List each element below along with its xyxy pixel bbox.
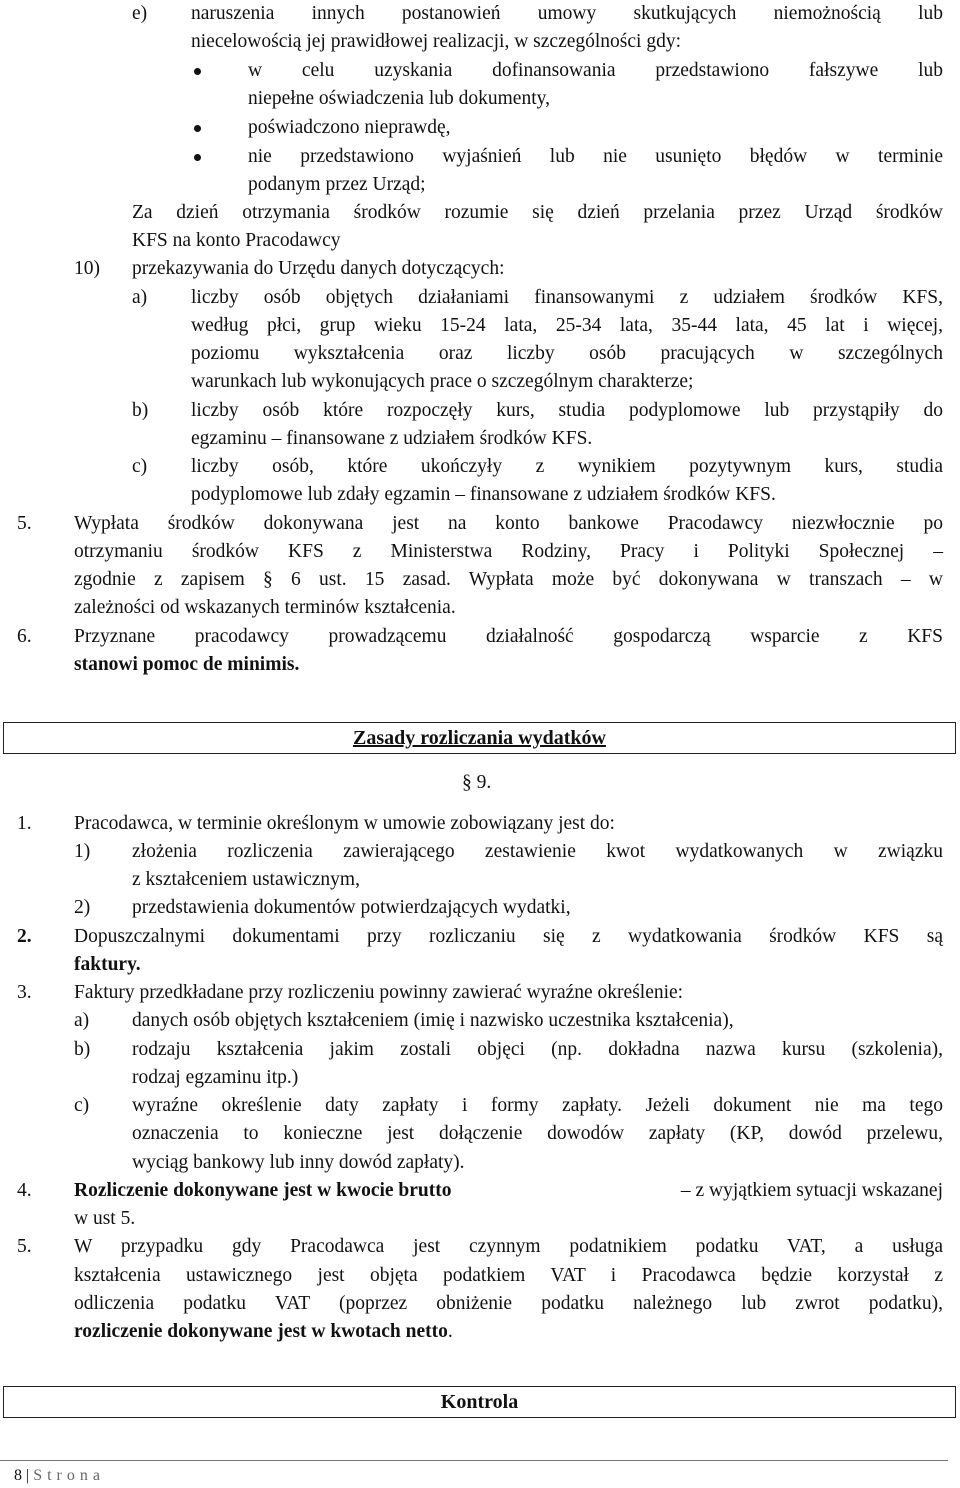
s9-item-3-c-line-3: wyciąg bankowy lub inny dowód zapłaty). xyxy=(132,1152,465,1173)
footer-page-label: Strona xyxy=(33,1467,105,1484)
s9-item-5-line-3: odliczenia podatku VAT (poprzez obniżenie podatku należnego lub zwrot podatku), xyxy=(74,1293,943,1314)
footer-separator: | xyxy=(26,1467,30,1484)
point-e-line-2: niecelowością jej prawidłowej realizacji, w szczególności gdy: xyxy=(191,31,682,52)
page-number: 8 xyxy=(14,1467,22,1484)
bullet-icon xyxy=(194,68,201,75)
s9-item-4-bold: Rozliczenie dokonywane jest w kwocie brutto xyxy=(74,1180,452,1201)
s9-item-3-a-text: danych osób objętych kształceniem (imię i nazwisko uczestnika kształcenia), xyxy=(132,1010,734,1031)
s9-item-3-b-marker: b) xyxy=(74,1039,91,1060)
item-5-line-3: zgodnie z zapisem § 6 ust. 15 zasad. Wypłata może być dokonywana w transzach – w xyxy=(74,569,943,590)
bullet-3-line-2: podanym przez Urząd; xyxy=(248,174,426,195)
s9-item-3-c-line-1: wyraźne określenie daty zapłaty i formy zapłaty. Jeżeli dokument nie ma tego xyxy=(132,1095,943,1116)
point-e-line-1: naruszenia innych postanowień umowy skutkujących niemożnością lub xyxy=(191,3,943,24)
section-9-header xyxy=(3,722,956,754)
note-line-2: KFS na konto Pracodawcy xyxy=(132,230,341,251)
s9-item-1-sub-1-marker: 1) xyxy=(74,841,91,862)
bullet-2-line-1: poświadczono nieprawdę, xyxy=(248,117,451,138)
s9-item-1-sub-2-text: przedstawienia dokumentów potwierdzających wydatki, xyxy=(132,897,571,918)
item-10-text: przekazywania do Urzędu danych dotyczących: xyxy=(132,258,505,279)
section-9-title: Zasady rozliczania wydatków xyxy=(353,727,606,749)
item-6-marker: 6. xyxy=(17,626,32,647)
item-5-line-1: Wypłata środków dokonywana jest na konto bankowe Pracodawcy niezwłocznie po xyxy=(74,513,943,534)
s9-item-3-text: Faktury przedkładane przy rozliczeniu powinny zawierać wyraźne określenie: xyxy=(74,982,684,1003)
bullet-icon xyxy=(194,154,201,161)
item-10-a-line-3: poziomu wykształcenia oraz liczby osób pracujących w szczególnych xyxy=(191,343,943,364)
s9-item-5-line-4 xyxy=(74,1318,453,1346)
bullet-3-line-1: nie przedstawiono wyjaśnień lub nie usunięto błędów w terminie xyxy=(248,146,943,167)
bullet-1-line-2: niepełne oświadczenia lub dokumenty, xyxy=(248,88,550,109)
s9-item-3-c-line-2: oznaczenia to konieczne jest dołączenie dowodów zapłaty (KP, dowód przelewu, xyxy=(132,1123,943,1144)
item-10-a-line-2: według płci, grup wieku 15-24 lata, 25-34 lata, 35-44 lata, 45 lat i więcej, xyxy=(191,315,943,336)
item-10-c-line-1: liczby osób, które ukończyły z wynikiem pozytywnym kurs, studia xyxy=(191,456,943,477)
point-e-marker: e) xyxy=(132,3,148,24)
item-10-c-marker: c) xyxy=(132,456,148,477)
note-line-1: Za dzień otrzymania środków rozumie się dzień przelania przez Urząd środków xyxy=(132,202,943,223)
s9-item-1-sub-1-line-1: złożenia rozliczenia zawierającego zestawienie kwot wydatkowanych w związku xyxy=(132,841,943,862)
item-6-line-2: stanowi pomoc de minimis. xyxy=(74,654,300,675)
s9-item-1-sub-1-line-2: z kształceniem ustawicznym, xyxy=(132,869,360,890)
s9-item-5-line-1: W przypadku gdy Pracodawca jest czynnym podatnikiem podatku VAT, a usługa xyxy=(74,1236,943,1257)
s9-item-3-b-line-1: rodzaju kształcenia jakim zostali objęci (np. dokładna nazwa kursu (szkolenia), xyxy=(132,1039,943,1060)
s9-item-3-marker: 3. xyxy=(17,982,32,1003)
s9-item-3-a-marker: a) xyxy=(74,1010,90,1031)
s9-item-2-marker: 2. xyxy=(17,926,32,947)
item-6-line-1: Przyznane pracodawcy prowadzącemu działalność gospodarczą wsparcie z KFS xyxy=(74,626,943,647)
section-10-header xyxy=(3,1386,956,1418)
s9-item-4-marker: 4. xyxy=(17,1180,32,1201)
item-5-line-4: zależności od wskazanych terminów kształcenia. xyxy=(74,597,456,618)
item-10-a-line-4: warunkach lub wykonujących prace o szczególnym charakterze; xyxy=(191,371,694,392)
paragraph-9-number: § 9. xyxy=(462,772,492,793)
s9-item-2-line-2: faktury. xyxy=(74,954,141,975)
s9-item-4-rest: – z wyjątkiem sytuacji wskazanej xyxy=(680,1180,943,1201)
item-10-b-line-2: egzaminu – finansowane z udziałem środków KFS. xyxy=(191,428,593,449)
section-10-title: Kontrola xyxy=(440,1391,519,1413)
s9-item-3-b-line-2: rodzaj egzaminu itp.) xyxy=(132,1067,299,1088)
item-10-a-line-1: liczby osób objętych działaniami finansowanymi z udziałem środków KFS, xyxy=(191,287,943,308)
s9-item-5-marker: 5. xyxy=(17,1236,32,1257)
s9-item-3-c-marker: c) xyxy=(74,1095,90,1116)
s9-item-5-bold: rozliczenie dokonywane jest w kwotach netto xyxy=(74,1321,448,1342)
s9-item-1-sub-2-marker: 2) xyxy=(74,897,91,918)
item-10-c-line-2: podyplomowe lub zdały egzamin – finansowane z udziałem środków KFS. xyxy=(191,484,776,505)
s9-item-4-line-1 xyxy=(74,1177,943,1205)
s9-item-4-line-2: w ust 5. xyxy=(74,1208,136,1229)
item-10-b-line-1: liczby osób które rozpoczęły kurs, studia podyplomowe lub przystąpiły do xyxy=(191,400,943,421)
item-5-line-2: otrzymaniu środków KFS z Ministerstwa Rodziny, Pracy i Polityki Społecznej – xyxy=(74,541,943,562)
item-10-marker: 10) xyxy=(74,258,100,279)
bullet-icon xyxy=(194,125,201,132)
item-10-a-marker: a) xyxy=(132,287,148,308)
s9-item-1-marker: 1. xyxy=(17,813,32,834)
s9-item-5-line-2: kształcenia ustawicznego jest objęta podatkiem VAT i Pracodawca będzie korzystał z xyxy=(74,1265,943,1286)
s9-item-2-line-1: Dopuszczalnymi dokumentami przy rozliczaniu się z wydatkowania środków KFS są xyxy=(74,926,943,947)
item-5-marker: 5. xyxy=(17,513,32,534)
bullet-1-line-1: w celu uzyskania dofinansowania przedstawiono fałszywe lub xyxy=(248,60,943,81)
footer-divider xyxy=(0,1460,948,1461)
s9-item-1-text: Pracodawca, w terminie określonym w umowie zobowiązany jest do: xyxy=(74,813,615,834)
item-10-b-marker: b) xyxy=(132,400,149,421)
s9-item-5-tail: . xyxy=(447,1321,453,1342)
page-footer xyxy=(14,1464,105,1488)
